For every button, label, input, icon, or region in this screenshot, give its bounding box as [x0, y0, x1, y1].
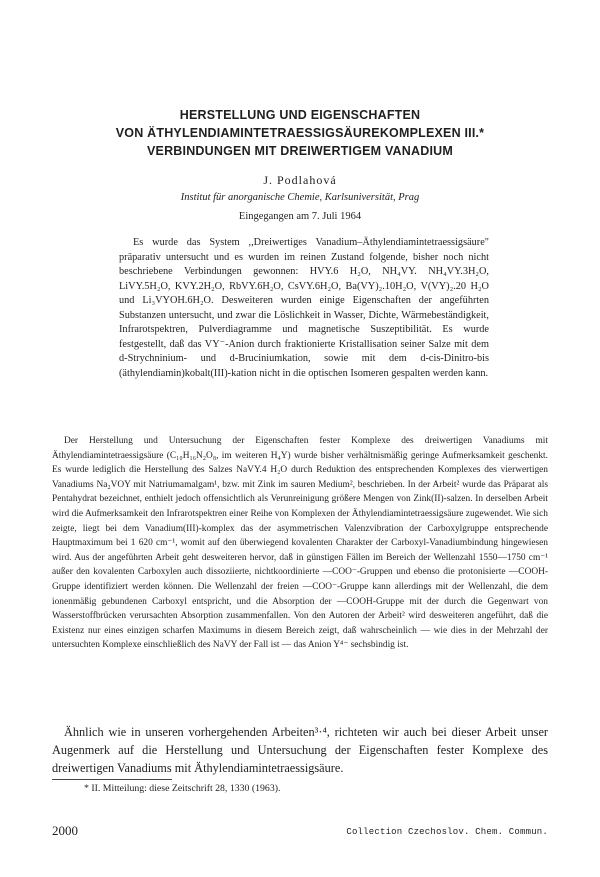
title-line-2: VON ÄTHYLENDIAMINTETRAESSIGSÄUREKOMPLEXEN III.* — [115, 126, 485, 140]
journal-name: Collection Czechoslov. Chem. Commun. — [346, 827, 548, 837]
footnote-rule — [52, 779, 172, 780]
author-name: J. Podlahová — [263, 173, 337, 187]
page-number: 2000 — [52, 823, 78, 838]
abstract: Es wurde das System ,,Dreiwertiges Vanadium–Äthylendiamintetraessigsäure" präparativ untersucht und es wurden im reinen Zustand folgende, bisher noch nicht beschriebene Verbindungen gewonnen: HVY.6 H₂O, NH₄VY. NH₄VY.3H₂O, LiVY.5H₂O, KVY.2H₂O, RbVY.6H₂O, CsVY.6H₂O, Ba(VY)₂.10H₂O, V(VY)₂.20 H₂O und Li₃VYOH.6H₂O. Desweiteren wurden einige Eigenschaften der angeführten Substanzen untersucht, und zwar die Löslichkeit in Wasser, Dichte, Wärmebeständigkeit, Infrarotspektren, Pulverdiagramme und magnetische Suszeptibilität. Es wurde festgestellt, daß das VY⁻-Anion durch fraktionierte Kristallisation seiner Salze mit dem d-Strychninium- und d-Bruciniumkation, sowie mit dem d-cis-Dinitro-bis (äthylendiamin)kobalt(III)-kation nicht in die optischen Isomeren gespalten werden kann. — [119, 237, 489, 379]
author-affiliation: Institut für anorganische Chemie, Karlsuniversität, Prag — [180, 192, 420, 203]
article-title — [60, 106, 540, 160]
body-paragraph-1: Der Herstellung und Untersuchung der Eigenschaften fester Komplexe des dreiwertigen Vanadiums mit Äthylendiamintetraessigsäure (C₁₀H₁₆N₂O₈, im weiteren H₄Y) wurde bisher verhältnismäßig geringe Aufmerksamkeit geschenkt. Es wurde lediglich die Herstellung des Salzes NaVY.4 H₂O durch Reduktion des entsprechenden Komplexes des vierwertigen Vanadiums Na₂VOY mit Natriumamalgam¹, bzw. mit Zink im sauren Medium², beschrieben. In der Arbeit² wurde das Präparat als Pentahydrat bezeichnet, enthielt jedoch offensichtlich als Verunreinigung größere Mengen von Zink(II)-salzen. In derselben Arbeit wird die Aufmerksamkeit den Infrarotspektren einer Reihe von Komplexen der Äthylendiamintetraessigsäure zugewendet. Wie sich zeigte, liegt bei dem Vanadium(III)-komplex das der asymmetrischen Valenzvibration der Carboxylgruppe entsprechende Hauptmaximum bei 1 620 cm⁻¹, womit auf den überwiegend kovalenten Charakter der Carboxyl-Vanadiumbindung hingewiesen wird. Aus der angeführten Arbeit geht desweiteren hervor, daß in günstigen Fällen im Bereich der Wellenzahl 1550—1750 cm⁻¹ außer den kovalenten Carboxylen auch dissoziierte, nichtkoordinierte —COO⁻-Gruppen und ebenso die protonisierte —COOH-Gruppe identifiziert werden können. Die Wellenzahl der freien —COO⁻-Gruppe kann allerdings mit der Wellenzahl, die dem ionenmäßig gebundenen Carboxyl entspricht, und die Absorption der —COOH-Gruppe mit der durch die Gegenwart von Wasserstoffbrücken verursachten Absorption zusammenfallen. Von den Autoren der Arbeit² wird desweiteren angeführt, daß die Existenz nur eines einzigen scharfen Maximums in diesem Bereich zeigt, daß wahrscheinlich — wie dies in der Mehrzahl der untersuchten Komplexe einschließlich des NaVY der Fall ist — das Anion Y⁴⁻ sechsbindig ist. — [52, 436, 548, 651]
received-date: Eingegangen am 7. Juli 1964 — [238, 211, 362, 222]
body-paragraph-2: Ähnlich wie in unseren vorhergehenden Arbeiten³·⁴, richteten wir auch bei dieser Arbeit unser Augenmerk auf die Herstellung und Untersuchung der Eigenschaften fester Komplexe des dreiwertigen Vanadiums mit Äthylendiamintetraessigsäure. — [52, 725, 548, 776]
footnote: * II. Mitteilung: diese Zeitschrift 28, 1330 (1963). — [84, 783, 281, 794]
title-line-1: HERSTELLUNG UND EIGENSCHAFTEN — [179, 108, 421, 122]
title-line-3: VERBINDUNGEN MIT DREIWERTIGEM VANADIUM — [147, 144, 453, 158]
